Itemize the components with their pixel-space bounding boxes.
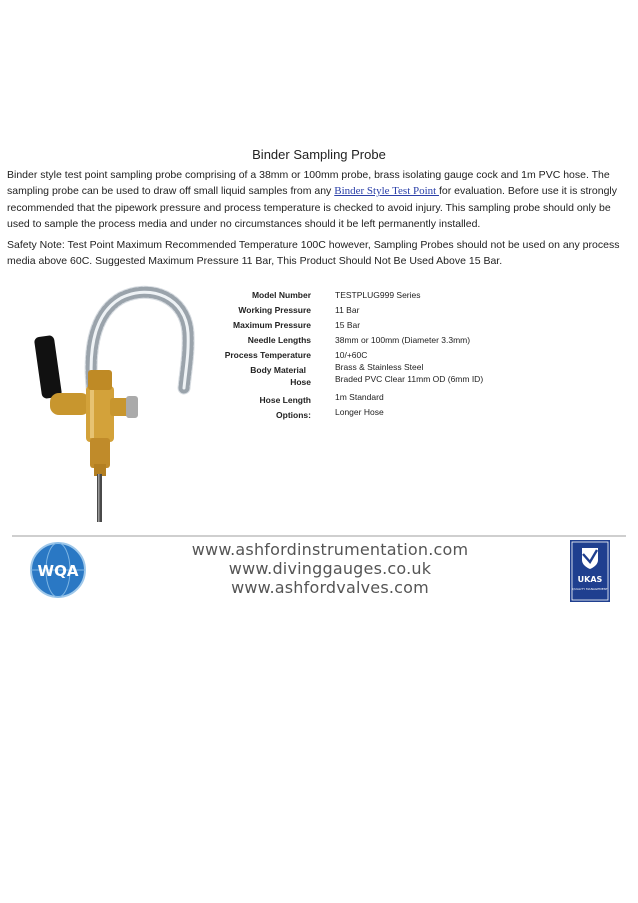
spec-value: 15 Bar [335, 320, 361, 330]
website-url[interactable]: www.ashfordvalves.com [231, 578, 429, 597]
spec-label: Needle Lengths [247, 335, 311, 345]
description-paragraph [7, 167, 631, 233]
ukas-logo-icon [570, 540, 610, 602]
page-title: Binder Sampling Probe [252, 147, 386, 162]
spec-row [190, 407, 520, 425]
spec-label: Maximum Pressure [233, 320, 311, 330]
description-text-before: Binder style test point sampling probe comprising of a 38mm or 100mm probe, brass isolating gauge cock and 1m PVC hose. The sampling probe can be used to draw off small liquid samples from any [7, 169, 610, 198]
spec-value: Brass & Stainless Steel [335, 362, 424, 372]
spec-label: Model Number [251, 290, 311, 300]
website-list [150, 540, 510, 597]
spec-label: Working Pressure [238, 305, 311, 315]
spec-label: Process Temperature [224, 350, 311, 360]
banner-divider [12, 535, 626, 537]
spec-label: Hose Length [259, 395, 311, 405]
spec-row [190, 290, 520, 305]
spec-value: 38mm or 100mm (Diameter 3.3mm) [335, 335, 471, 345]
description-text-after: for evaluation. Before use it is strongly recommended that the pipework pressure and process temperature is checked to avoid injury. This sampling probe should only be used to sample the process media and under no circumstances should it be left permanently installed. [7, 185, 618, 231]
spec-label: Hose [290, 377, 311, 387]
spec-row [190, 305, 520, 320]
spec-value: 1m Standard [335, 392, 384, 402]
ukas-logo-text: UKAS [577, 575, 603, 584]
spec-row [190, 320, 520, 335]
spec-value: Longer Hose [335, 407, 384, 417]
wqa-logo-icon [28, 540, 88, 600]
spec-value: TESTPLUG999 Series [335, 290, 421, 300]
website-url[interactable]: www.divinggauges.co.uk [228, 559, 432, 578]
spec-label: Body Material [250, 365, 306, 375]
safety-note: Safety Note: Test Point Maximum Recommended Temperature 100C however, Sampling Probes should not be used on any process media above 60C. Suggested Maximum Pressure 11 Bar, This Product Should Not Be Used Above 15 Bar. [7, 239, 620, 268]
binder-test-point-link[interactable]: Binder Style Test Point [334, 185, 439, 198]
spec-row [190, 335, 520, 350]
spec-value: 11 Bar [335, 305, 360, 315]
ukas-logo-subtext: QUALITY MANAGEMENT [572, 587, 608, 591]
spec-table [190, 290, 520, 425]
spec-value: 10/+60C [335, 350, 368, 360]
spec-value: Braded PVC Clear 11mm OD (6mm ID) [335, 374, 484, 384]
spec-label: Options: [276, 410, 311, 420]
website-url[interactable]: www.ashfordinstrumentation.com [191, 540, 469, 559]
wqa-logo-text: WQA [37, 562, 79, 580]
